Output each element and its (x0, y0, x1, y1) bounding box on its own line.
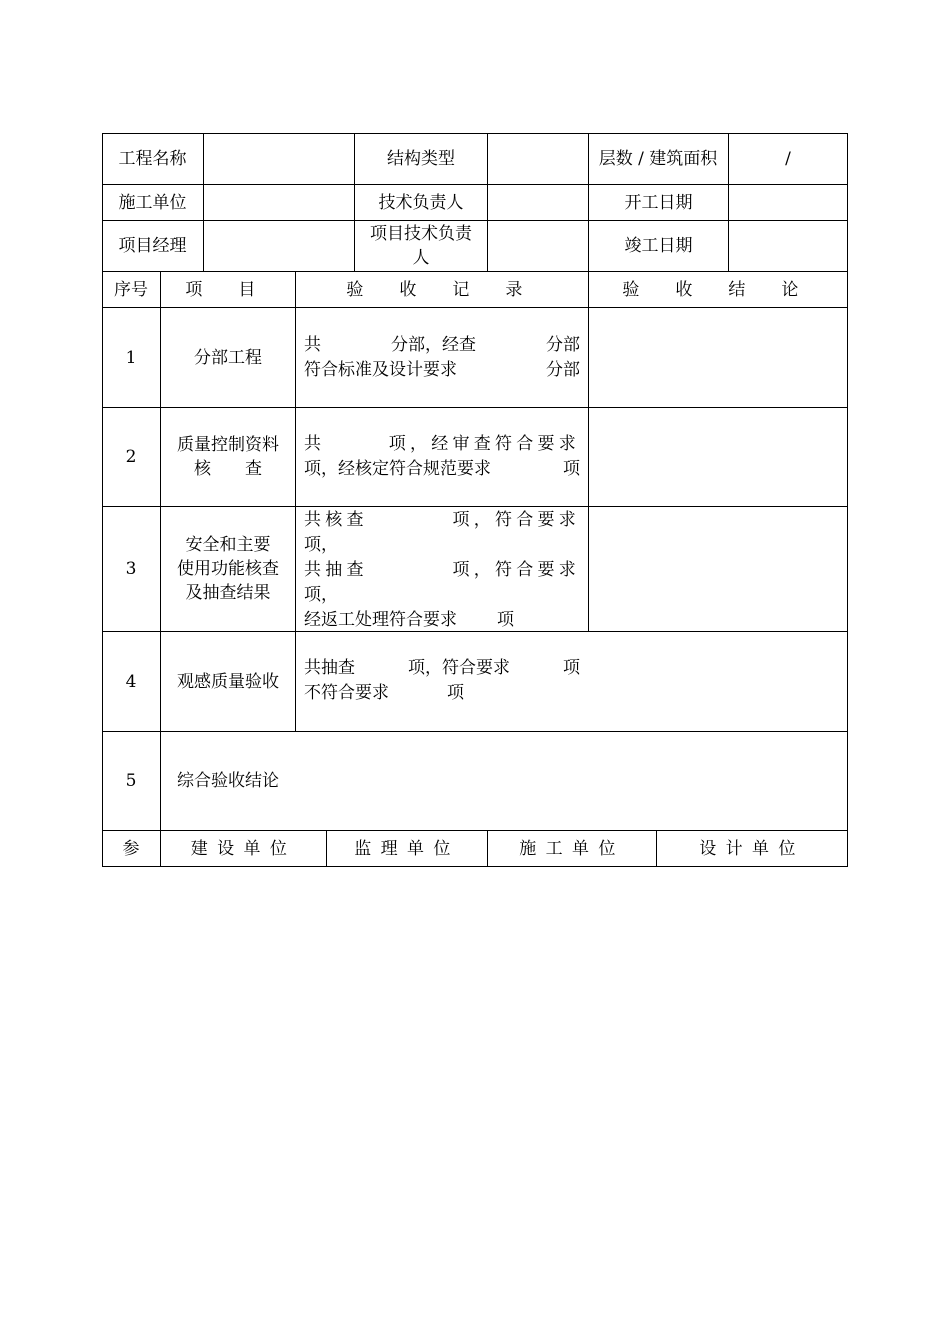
border-bottom (102, 866, 848, 867)
row-1-item: 分部工程 (194, 347, 262, 368)
floors-area-label: 层数 / 建筑面积 (598, 149, 718, 169)
row-2-seq: 2 (125, 447, 137, 467)
row-2-conclusion[interactable] (589, 408, 847, 506)
completion-date-value[interactable] (729, 221, 847, 271)
structure-type-value[interactable] (488, 134, 588, 184)
contractor-unit-label: 施工单位 (519, 838, 625, 859)
seq-header: 序号 (114, 279, 148, 300)
row-3-seq: 3 (125, 559, 137, 579)
designer-unit-label: 设计单位 (699, 838, 805, 859)
row-4-record[interactable]: 共抽查 项，符合要求 项 不符合要求 项 (304, 658, 580, 703)
project-manager-label: 项目经理 (118, 236, 187, 256)
border-right (847, 133, 848, 867)
row-4-conclusion[interactable] (589, 632, 847, 731)
row-4-seq: 4 (125, 671, 137, 692)
structure-type-label: 结构类型 (387, 149, 455, 169)
row-1-conclusion[interactable] (589, 308, 847, 407)
row-3-conclusion[interactable] (589, 507, 847, 631)
conclusion-header: 验 收 结 论 (622, 279, 814, 300)
row-5-merged-conclusion[interactable] (296, 732, 847, 830)
contractor-label: 施工单位 (118, 192, 187, 213)
start-date-label: 开工日期 (624, 192, 693, 213)
row-1-record[interactable]: 共 分部，经查 分部 符合标准及设计要求 分部 (304, 335, 580, 380)
row-4-item: 观感质量验收 (177, 671, 279, 692)
row-2-item: 质量控制资料 核 查 (177, 435, 279, 479)
record-header: 验 收 记 录 (346, 279, 538, 300)
row-3-item: 安全和主要 使用功能核查 及抽查结果 (177, 535, 279, 603)
project-name-value[interactable] (204, 134, 354, 184)
project-name-label: 工程名称 (118, 149, 187, 169)
contractor-value[interactable] (204, 185, 354, 220)
row-1-seq: 1 (125, 347, 137, 368)
start-date-value[interactable] (729, 185, 847, 220)
row-5-seq: 5 (125, 771, 137, 791)
tech-lead-label: 技术负责人 (378, 192, 464, 213)
project-manager-value[interactable] (204, 221, 354, 271)
row-2-record[interactable]: 共 项，经审查符合要求 项，经核定符合规范要求 项 (304, 434, 580, 479)
item-header: 项 目 (185, 279, 271, 300)
tech-lead-value[interactable] (488, 185, 588, 220)
row-5-item: 综合验收结论 (177, 771, 279, 791)
floors-area-value[interactable]: / (785, 149, 791, 169)
owner-unit-label: 建设单位 (190, 838, 297, 859)
project-tech-lead-label: 项目技术负责人 (370, 224, 472, 268)
project-tech-lead-value[interactable] (488, 221, 588, 271)
completion-date-label: 竣工日期 (624, 236, 693, 256)
row-3-record[interactable]: 共核查 项，符合要求 项， 共抽查 项，符合要求 项， 经返工处理符合要求 项 (304, 510, 580, 630)
supervisor-unit-label: 监理单位 (354, 838, 460, 859)
acceptance-form-table (102, 133, 848, 867)
participant-label: 参 (122, 838, 140, 859)
